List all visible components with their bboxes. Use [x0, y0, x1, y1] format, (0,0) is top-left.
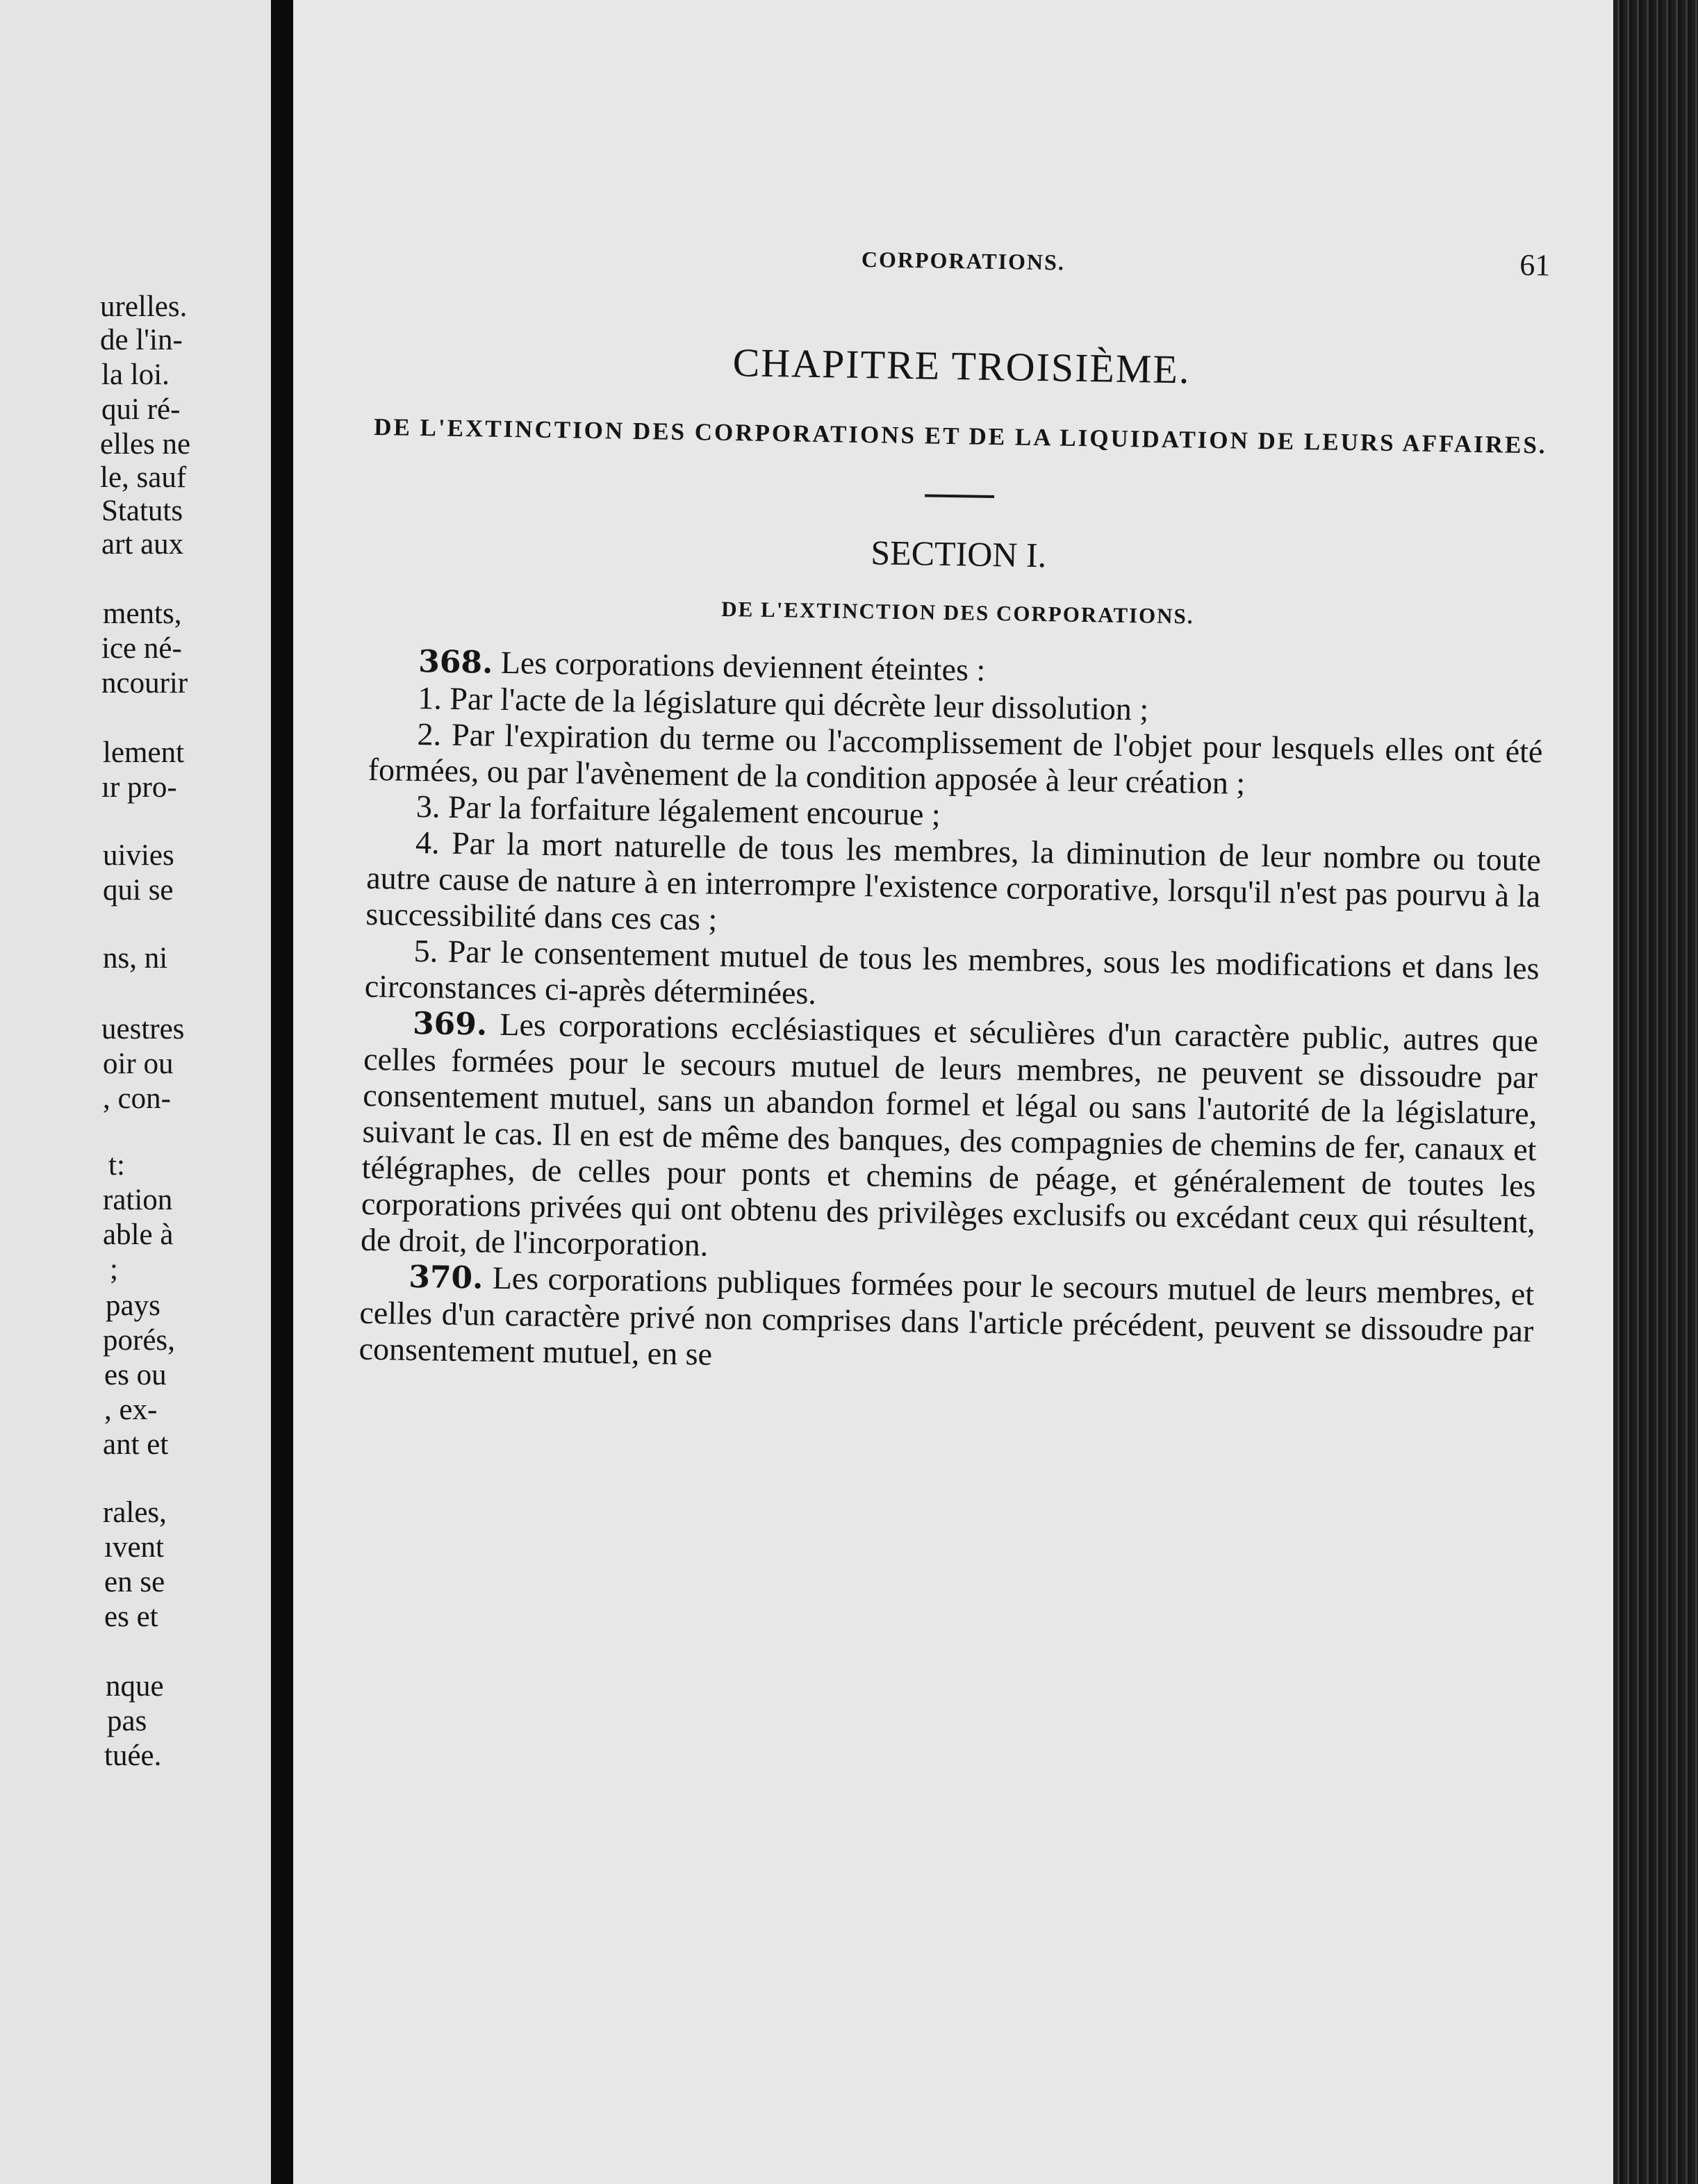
article-368-item: 5. Par le consentement mutuel de tous les membres, sous les modifications et dans les circonstances ci-après déterminées. [364, 932, 1540, 1011]
left-page-line: ncourir [101, 667, 188, 700]
left-page-line: ice né- [101, 632, 182, 665]
left-page-line: uivies [103, 839, 174, 872]
article-368-item: 1. Par l'acte de la législature qui décrète leur dissolution ; [418, 680, 1149, 727]
left-page-line: oir ou [103, 1048, 174, 1080]
article-369 [361, 1004, 1539, 1277]
facing-left-page [0, 0, 271, 2184]
left-page-line: elles ne [100, 428, 191, 461]
left-page-line: Statuts [101, 495, 183, 527]
article-text: Les corporations ecclésiastiques et séculières d'un caractère public, autres que celles formées pour le secours mutuel de leurs membres, ne peuvent se dissoudre par consentement mutuel, sans un abandon formel et légal ou sans l'autorité de la législature, suivant le cas. Il en est de même des banques, des compagnies de chemins de fer, canaux et télégraphes, de celles pour ponts et chemins de péage, et généralement de toutes les corporations privées qui ont obtenu des privilèges exclusifs ou excédant ceux qui résultent, de droit, de l'incorporation. [360, 1006, 1539, 1263]
left-page-line: en se [104, 1566, 165, 1598]
chapter-title: CHAPITRE TROISIÈME. [732, 340, 1191, 392]
left-page-line: pays [106, 1289, 160, 1322]
left-page-line: la loi. [101, 358, 170, 391]
left-page-line: qui se [103, 874, 174, 907]
left-page-line: qui ré- [101, 393, 181, 426]
left-page-line: ns, ni [103, 942, 168, 975]
article-370 [358, 1258, 1534, 1386]
article-text: Les corporations deviennent éteintes : [500, 644, 986, 688]
left-page-line: ration [103, 1184, 173, 1216]
running-head [376, 229, 1551, 304]
article-number: 368. [418, 644, 493, 681]
left-page-line: tuée. [104, 1739, 162, 1772]
book-page-edges [1613, 0, 1698, 2184]
chapter-subtitle: DE L'EXTINCTION DES CORPORATIONS ET DE LA LIQUIDATION DE LEURS AFFAIRES. [373, 413, 1547, 459]
left-page-line: es ou [104, 1359, 167, 1391]
section-divider [925, 494, 994, 498]
article-368-item: 3. Par la forfaiture légalement encourue ; [415, 788, 941, 832]
page-content [358, 229, 1551, 1385]
left-page-line: ır pro- [101, 771, 177, 804]
article-368-item: 4. Par la mort naturelle de tous les membres, la diminution de leur nombre ou toute autre cause de nature à en interrompre l'existence corporative, lorsqu'il n'est pas pourvu à la successibilité dans ces cas ; [365, 824, 1542, 937]
left-page-line: uestres [101, 1013, 185, 1045]
left-page-line: ments, [103, 597, 182, 630]
left-page-line: , con- [103, 1082, 171, 1115]
article-text: Les corporations publiques formées pour le secours mutuel de leurs membres, et celles d'un caractère privé non comprises dans l'article précédent, peuvent se dissoudre par consentement mutuel, en se [358, 1259, 1535, 1372]
left-page-line: porés, [103, 1324, 175, 1357]
left-page-line: de l'in- [100, 324, 183, 356]
left-page-line: t: [108, 1149, 125, 1182]
left-page-line: able à [103, 1218, 174, 1251]
left-page-line: urelles. [100, 290, 188, 323]
page-number: 61 [1519, 247, 1551, 283]
left-page-line: art aux [101, 528, 184, 561]
left-page-line: ıvent [104, 1531, 164, 1564]
running-title: CORPORATIONS. [861, 246, 1066, 275]
section-subtitle: DE L'EXTINCTION DES CORPORATIONS. [721, 596, 1194, 629]
article-number: 370. [408, 1259, 484, 1296]
left-page-line: , ex- [104, 1393, 158, 1426]
left-page-line: pas [107, 1705, 147, 1737]
left-page-line: ; [110, 1253, 118, 1286]
left-page-line: nque [106, 1670, 164, 1703]
right-page [293, 0, 1613, 2184]
left-page-line: le, sauf [100, 461, 187, 494]
left-page-line: ant et [103, 1428, 169, 1461]
book-gutter [271, 0, 293, 2184]
left-page-line: es et [104, 1600, 158, 1633]
section-title: SECTION I. [870, 533, 1047, 575]
left-page-line: rales, [103, 1496, 167, 1529]
article-number: 369. [412, 1005, 488, 1043]
left-page-line: lement [103, 736, 185, 769]
article-368-item: 2. Par l'expiration du terme ou l'accomplissement de l'objet pour lesquels elles ont été formées, ou par l'avènement de la condition apposée à leur création ; [368, 716, 1543, 801]
article-body [358, 643, 1544, 1385]
